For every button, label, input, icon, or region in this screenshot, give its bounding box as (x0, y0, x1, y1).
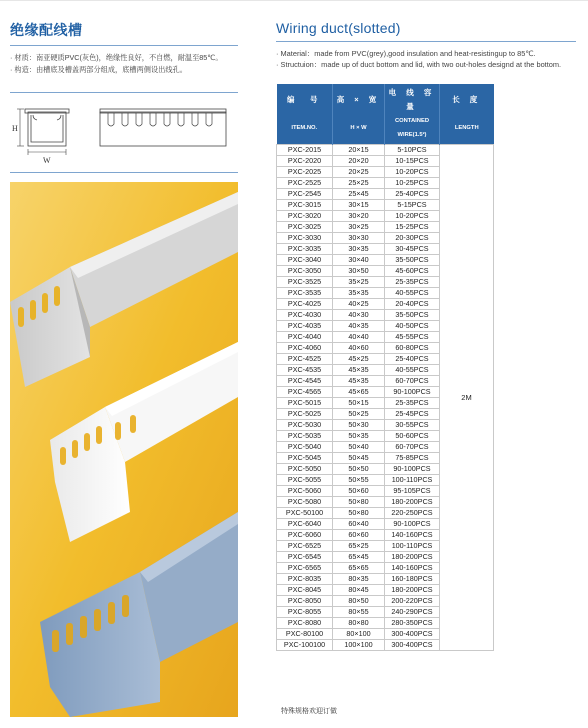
item-no-cell: PXC-2025 (277, 167, 333, 178)
item-no-cell: PXC-5080 (277, 497, 333, 508)
item-no-cell: PXC-4545 (277, 376, 333, 387)
wire-capacity-cell: 40-55PCS (385, 365, 440, 376)
wire-capacity-cell: 180-200PCS (385, 585, 440, 596)
size-cell: 25×45 (333, 189, 385, 200)
duct-profile-drawing (25, 109, 69, 146)
en-title-rule (276, 41, 576, 42)
custom-order-note: 特殊规格欢迎订做 (281, 708, 337, 715)
en-bullet-list (276, 48, 580, 70)
wire-capacity-cell: 90-100PCS (385, 464, 440, 475)
wire-capacity-cell: 100-110PCS (385, 475, 440, 486)
size-cell: 45×65 (333, 387, 385, 398)
size-cell: 30×50 (333, 266, 385, 277)
item-no-cell: PXC-8035 (277, 574, 333, 585)
wire-capacity-cell: 10-20PCS (385, 211, 440, 222)
item-no-cell: PXC-6565 (277, 563, 333, 574)
size-cell: 45×35 (333, 365, 385, 376)
item-no-cell: PXC-4060 (277, 343, 333, 354)
item-no-cell: PXC-8045 (277, 585, 333, 596)
size-cell: 30×30 (333, 233, 385, 244)
size-cell: 50×30 (333, 420, 385, 431)
header-size-cn: 高 × 宽 (333, 84, 385, 114)
wire-capacity-cell: 90-100PCS (385, 519, 440, 530)
size-cell: 45×25 (333, 354, 385, 365)
header-wire-cn: 电 线 容 量 (385, 84, 440, 114)
wire-capacity-cell: 30-55PCS (385, 420, 440, 431)
table-row (277, 145, 494, 156)
item-no-cell: PXC-4040 (277, 332, 333, 343)
size-cell: 25×25 (333, 178, 385, 189)
item-no-cell: PXC-5015 (277, 398, 333, 409)
wire-capacity-cell: 60-70PCS (385, 376, 440, 387)
left-column (10, 20, 238, 93)
duct-slots (108, 113, 212, 126)
size-cell: 80×55 (333, 607, 385, 618)
wire-capacity-cell: 5-10PCS (385, 145, 440, 156)
item-no-cell: PXC-3025 (277, 222, 333, 233)
item-no-cell: PXC-5035 (277, 431, 333, 442)
wire-capacity-cell: 220-250PCS (385, 508, 440, 519)
size-cell: 80×45 (333, 585, 385, 596)
wire-capacity-cell: 180-200PCS (385, 552, 440, 563)
wire-capacity-cell: 5-15PCS (385, 200, 440, 211)
length-cell: 2M (440, 145, 494, 651)
header-item-no-en: ITEM.NO. (277, 114, 333, 145)
wire-capacity-cell: 60-70PCS (385, 442, 440, 453)
item-no-cell: PXC-4525 (277, 354, 333, 365)
wire-capacity-cell: 160-180PCS (385, 574, 440, 585)
item-no-cell: PXC-2020 (277, 156, 333, 167)
size-cell: 50×25 (333, 409, 385, 420)
wire-capacity-cell: 25-40PCS (385, 354, 440, 365)
size-cell: 50×60 (333, 486, 385, 497)
item-no-cell: PXC-5025 (277, 409, 333, 420)
wire-capacity-cell: 300-400PCS (385, 640, 440, 651)
size-cell: 35×35 (333, 288, 385, 299)
cn-bullet-item: · 构造：由槽底及槽盖两部分组成，底槽两侧设出线孔。 (10, 65, 187, 74)
wire-capacity-cell: 280-350PCS (385, 618, 440, 629)
size-cell: 40×40 (333, 332, 385, 343)
wire-capacity-cell: 140-160PCS (385, 530, 440, 541)
header-wire-en: CONTAINED WIRE(1.5²) (385, 114, 440, 145)
size-cell: 100×100 (333, 640, 385, 651)
width-label: W (43, 156, 51, 165)
item-no-cell: PXC-100100 (277, 640, 333, 651)
header-length-cn: 长 度 (440, 84, 494, 114)
size-cell: 45×35 (333, 376, 385, 387)
item-no-cell: PXC-5060 (277, 486, 333, 497)
item-no-cell: PXC-3040 (277, 255, 333, 266)
size-cell: 60×40 (333, 519, 385, 530)
size-cell: 40×25 (333, 299, 385, 310)
size-cell: 30×15 (333, 200, 385, 211)
width-dimension-lines (28, 149, 66, 155)
wire-capacity-cell: 200-220PCS (385, 596, 440, 607)
size-cell: 50×80 (333, 508, 385, 519)
wire-capacity-cell: 10-20PCS (385, 167, 440, 178)
wire-capacity-cell: 25-40PCS (385, 189, 440, 200)
item-no-cell: PXC-2015 (277, 145, 333, 156)
header-length-en: LENGTH (440, 114, 494, 145)
item-no-cell: PXC-4035 (277, 321, 333, 332)
item-no-cell: PXC-3015 (277, 200, 333, 211)
wire-capacity-cell: 15-25PCS (385, 222, 440, 233)
item-no-cell: PXC-4535 (277, 365, 333, 376)
item-no-cell: PXC-6040 (277, 519, 333, 530)
wire-capacity-cell: 25-35PCS (385, 277, 440, 288)
size-cell: 50×35 (333, 431, 385, 442)
wire-capacity-cell: 40-50PCS (385, 321, 440, 332)
wire-capacity-cell: 90-100PCS (385, 387, 440, 398)
item-no-cell: PXC-6545 (277, 552, 333, 563)
duct-dimension-diagram (12, 104, 232, 166)
wire-capacity-cell: 40-55PCS (385, 288, 440, 299)
cn-title: 绝缘配线槽 (10, 22, 83, 38)
product-photo (10, 182, 238, 717)
wire-capacity-cell: 75-85PCS (385, 453, 440, 464)
size-cell: 40×60 (333, 343, 385, 354)
item-no-cell: PXC-3525 (277, 277, 333, 288)
item-no-cell: PXC-8050 (277, 596, 333, 607)
wire-capacity-cell: 100-110PCS (385, 541, 440, 552)
size-cell: 50×40 (333, 442, 385, 453)
wire-capacity-cell: 30-45PCS (385, 244, 440, 255)
height-dimension-lines (17, 109, 24, 146)
wire-capacity-cell: 180-200PCS (385, 497, 440, 508)
en-title: Wiring duct(slotted) (276, 20, 401, 36)
wire-capacity-cell: 35-50PCS (385, 255, 440, 266)
wire-capacity-cell: 140-160PCS (385, 563, 440, 574)
size-cell: 30×20 (333, 211, 385, 222)
item-no-cell: PXC-50100 (277, 508, 333, 519)
wire-capacity-cell: 240-290PCS (385, 607, 440, 618)
wire-capacity-cell: 20-30PCS (385, 233, 440, 244)
wire-capacity-cell: 20-40PCS (385, 299, 440, 310)
en-bullet-item: · Material：made from PVC(grey),good insulation and heat-resistingup to 85℃. (276, 49, 536, 58)
item-no-cell: PXC-3020 (277, 211, 333, 222)
top-rule (0, 0, 588, 1)
size-cell: 80×35 (333, 574, 385, 585)
cn-bullet-item: · 材质：南亚硬质PVC(灰色)，绝缘性良好，不自燃，耐温至85℃。 (10, 53, 223, 62)
table-header-row-en (277, 114, 494, 145)
wire-capacity-cell: 25-45PCS (385, 409, 440, 420)
item-no-cell: PXC-5040 (277, 442, 333, 453)
size-cell: 65×45 (333, 552, 385, 563)
wire-capacity-cell: 95-105PCS (385, 486, 440, 497)
size-cell: 50×45 (333, 453, 385, 464)
spec-table-body (277, 145, 494, 651)
size-cell: 80×100 (333, 629, 385, 640)
size-cell: 20×20 (333, 156, 385, 167)
cn-title-rule (10, 45, 238, 46)
wire-capacity-cell: 10-15PCS (385, 156, 440, 167)
size-cell: 30×35 (333, 244, 385, 255)
item-no-cell: PXC-5045 (277, 453, 333, 464)
item-no-cell: PXC-2525 (277, 178, 333, 189)
size-cell: 35×25 (333, 277, 385, 288)
right-column (276, 20, 580, 70)
size-cell: 50×80 (333, 497, 385, 508)
size-cell: 65×65 (333, 563, 385, 574)
header-item-no-cn: 编 号 (277, 84, 333, 114)
item-no-cell: PXC-3035 (277, 244, 333, 255)
item-no-cell: PXC-5050 (277, 464, 333, 475)
item-no-cell: PXC-3050 (277, 266, 333, 277)
size-cell: 40×30 (333, 310, 385, 321)
wire-capacity-cell: 35-50PCS (385, 310, 440, 321)
size-cell: 50×55 (333, 475, 385, 486)
wire-capacity-cell: 300-400PCS (385, 629, 440, 640)
size-cell: 20×25 (333, 167, 385, 178)
size-cell: 60×60 (333, 530, 385, 541)
size-cell: 80×50 (333, 596, 385, 607)
item-no-cell: PXC-4025 (277, 299, 333, 310)
wire-capacity-cell: 60-80PCS (385, 343, 440, 354)
size-cell: 80×80 (333, 618, 385, 629)
size-cell: 30×40 (333, 255, 385, 266)
size-cell: 50×15 (333, 398, 385, 409)
size-cell: 30×25 (333, 222, 385, 233)
item-no-cell: PXC-6060 (277, 530, 333, 541)
photo-top-rule (10, 172, 238, 173)
item-no-cell: PXC-5030 (277, 420, 333, 431)
height-label: H (12, 124, 18, 133)
item-no-cell: PXC-3030 (277, 233, 333, 244)
item-no-cell: PXC-3535 (277, 288, 333, 299)
table-header-row-cn (277, 84, 494, 114)
item-no-cell: PXC-6525 (277, 541, 333, 552)
size-cell: 50×50 (333, 464, 385, 475)
item-no-cell: PXC-8080 (277, 618, 333, 629)
duct-side-view-drawing (100, 109, 226, 146)
spec-table (276, 84, 494, 651)
size-cell: 40×35 (333, 321, 385, 332)
wire-capacity-cell: 10-25PCS (385, 178, 440, 189)
item-no-cell: PXC-4030 (277, 310, 333, 321)
en-bullet-item: · Structuion：made up of duct bottom and lid, with two out-holes designd at the bottom. (276, 60, 562, 69)
item-no-cell: PXC-8055 (277, 607, 333, 618)
size-cell: 20×15 (333, 145, 385, 156)
item-no-cell: PXC-5055 (277, 475, 333, 486)
size-cell: 65×25 (333, 541, 385, 552)
item-no-cell: PXC-2545 (277, 189, 333, 200)
wire-capacity-cell: 45-55PCS (385, 332, 440, 343)
cn-bullet-list (10, 52, 238, 76)
item-no-cell: PXC-80100 (277, 629, 333, 640)
wire-capacity-cell: 45-60PCS (385, 266, 440, 277)
wire-capacity-cell: 50-60PCS (385, 431, 440, 442)
wire-capacity-cell: 25-35PCS (385, 398, 440, 409)
cn-section-rule (10, 92, 238, 93)
header-size-en: H × W (333, 114, 385, 145)
item-no-cell: PXC-4565 (277, 387, 333, 398)
